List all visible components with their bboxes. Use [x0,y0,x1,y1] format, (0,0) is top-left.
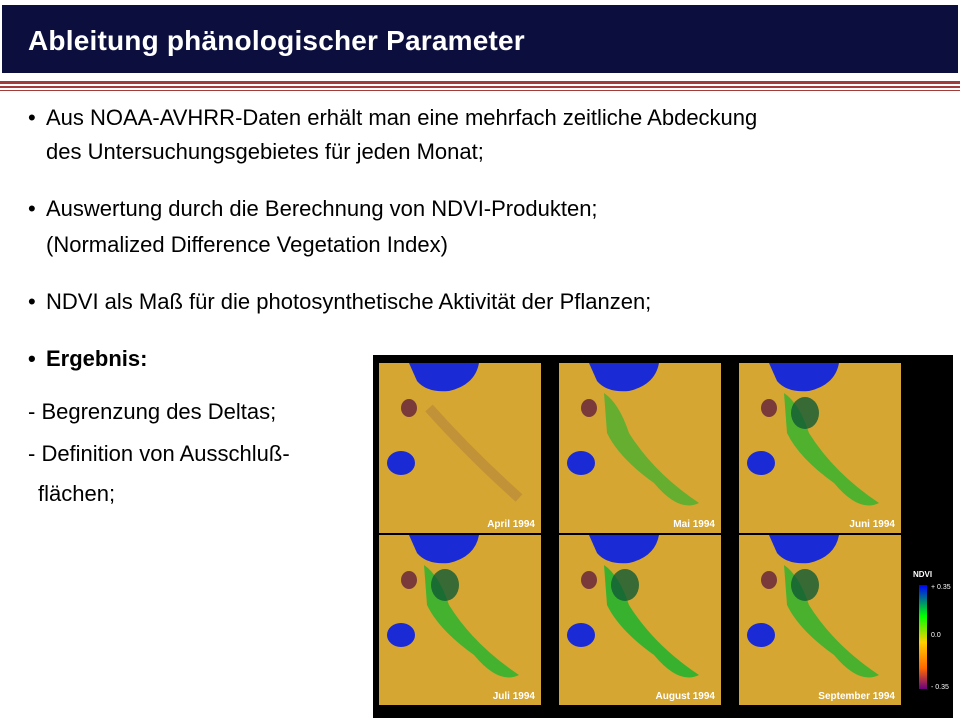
lake-shape [567,623,595,647]
divider-stripe [0,81,960,84]
salt-pan-shape [761,571,777,589]
legend-tick-label: 0.0 [931,632,941,639]
bullet-text: des Untersuchungsgebietes für jeden Monat; [46,139,484,164]
map-panel [739,535,901,705]
result-item: - Definition von Ausschluß- [28,441,290,466]
lake-shape [747,623,775,647]
legend-tick-label: - 0.35 [931,684,949,691]
salt-pan-shape [581,399,597,417]
panel-label: August 1994 [655,691,715,702]
lake-shape [747,451,775,475]
divider-stripe [0,86,960,88]
panel-label: Juli 1994 [492,691,535,702]
bullet-text: Aus NOAA-AVHRR-Daten erhält man eine mehrfach zeitliche Abdeckung [46,105,758,130]
map-panel [379,535,541,705]
salt-pan-shape [401,399,417,417]
bullet-text: Auswertung durch die Berechnung von NDVI-Produkten; [46,196,598,221]
map-panel [559,535,721,705]
salt-pan-shape [761,399,777,417]
dense-vegetation-shape [431,569,459,601]
slide-title: Ableitung phänologischer Parameter [28,25,525,56]
lake-shape [387,451,415,475]
ndvi-figure [373,355,953,718]
legend-tick-label: + 0.35 [931,584,951,591]
bullet-dot: • [28,196,36,221]
salt-pan-shape [581,571,597,589]
title-bar [2,5,958,73]
salt-pan-shape [401,571,417,589]
bullet-dot: • [28,105,36,130]
bullet-dot: • [28,346,36,371]
ndvi-map-grid [373,355,953,718]
panel-label: Mai 1994 [673,519,715,530]
panel-label: Juni 1994 [849,519,895,530]
bullet-text: NDVI als Maß für die photosynthetische Aktivität der Pflanzen; [46,289,652,314]
lake-shape [567,451,595,475]
panel-label: April 1994 [487,519,535,530]
lake-shape [387,623,415,647]
dense-vegetation-shape [791,569,819,601]
result-item: - Begrenzung des Deltas; [28,399,277,424]
bullet-dot: • [28,289,36,314]
legend-title: NDVI [913,570,933,579]
panel-label: September 1994 [818,691,895,702]
map-panel [559,363,721,533]
legend-colorbar [919,585,927,689]
result-item: flächen; [38,481,116,506]
divider-stripe [0,90,960,91]
dense-vegetation-shape [611,569,639,601]
map-panel [739,363,901,533]
dense-vegetation-shape [791,397,819,429]
result-heading-text: Ergebnis: [46,346,148,371]
bullet-text: (Normalized Difference Vegetation Index) [46,232,448,257]
